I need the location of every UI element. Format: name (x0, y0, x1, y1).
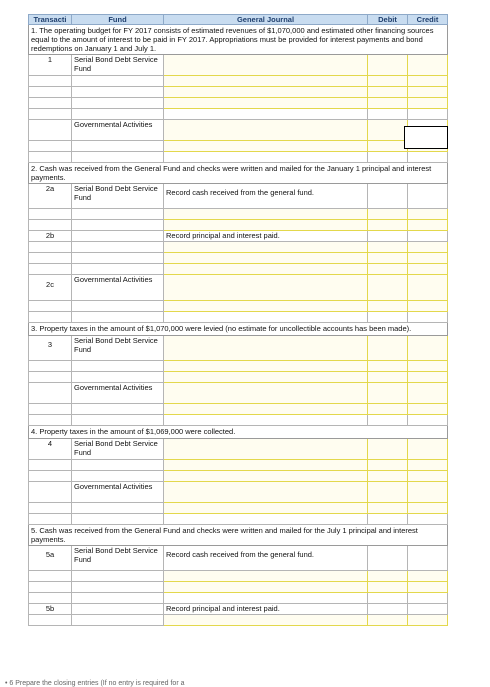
fund-label: Serial Bond Debt Service Fund (72, 546, 164, 571)
account-input[interactable] (164, 87, 368, 98)
fund-label: Governmental Activities (72, 275, 164, 301)
debit-input[interactable] (368, 404, 408, 415)
entry-note: Record cash received from the general fund. (164, 546, 368, 571)
credit-input[interactable] (408, 275, 448, 301)
debit-input[interactable] (368, 471, 408, 482)
transaction-number: 2c (29, 275, 72, 301)
header-credit: Credit (408, 15, 448, 25)
debit-input[interactable] (368, 220, 408, 231)
transaction-number: 5a (29, 546, 72, 571)
transaction-4-description: 4. Property taxes in the amount of $1,069,000 were collected. (29, 426, 448, 439)
transaction-number: 4 (29, 439, 72, 460)
header-general-journal: General Journal (164, 15, 368, 25)
transaction-number: 2b (29, 231, 72, 242)
credit-input[interactable] (408, 301, 448, 312)
account-input[interactable] (164, 383, 368, 404)
account-input[interactable] (164, 372, 368, 383)
account-input[interactable] (164, 571, 368, 582)
debit-input[interactable] (368, 482, 408, 503)
debit-input[interactable] (368, 503, 408, 514)
account-input[interactable] (164, 471, 368, 482)
credit-input[interactable] (408, 372, 448, 383)
fund-label: Governmental Activities (72, 383, 164, 404)
debit-input[interactable] (368, 372, 408, 383)
next-section-cutoff-text: • 6 Prepare the closing entries (If no entry is required for a (5, 680, 185, 687)
credit-input[interactable] (408, 471, 448, 482)
account-input[interactable] (164, 503, 368, 514)
credit-input[interactable] (408, 571, 448, 582)
account-input[interactable] (164, 120, 368, 141)
account-input[interactable] (164, 141, 368, 152)
debit-input[interactable] (368, 336, 408, 361)
fund-label: Serial Bond Debt Service Fund (72, 336, 164, 361)
account-input[interactable] (164, 98, 368, 109)
debit-input[interactable] (368, 582, 408, 593)
account-input[interactable] (164, 242, 368, 253)
transaction-2-description: 2. Cash was received from the General Fund and checks were written and mailed for the January 1 principal and interest payments. (29, 163, 448, 184)
entry-note: Record principal and interest paid. (164, 231, 368, 242)
credit-input[interactable] (408, 55, 448, 76)
account-input[interactable] (164, 336, 368, 361)
account-input[interactable] (164, 361, 368, 372)
credit-input[interactable] (408, 220, 448, 231)
account-input[interactable] (164, 301, 368, 312)
account-input[interactable] (164, 615, 368, 626)
credit-input[interactable] (408, 98, 448, 109)
credit-input[interactable] (408, 336, 448, 361)
debit-input[interactable] (368, 615, 408, 626)
transaction-number: 5b (29, 604, 72, 615)
debit-input[interactable] (368, 55, 408, 76)
debit-input[interactable] (368, 141, 408, 152)
debit-input[interactable] (368, 120, 408, 141)
fund-label: Serial Bond Debt Service Fund (72, 184, 164, 209)
account-input[interactable] (164, 76, 368, 87)
debit-input[interactable] (368, 439, 408, 460)
debit-input[interactable] (368, 383, 408, 404)
transaction-number: 1 (29, 55, 72, 76)
transaction-3-description: 3. Property taxes in the amount of $1,070,000 were levied (no estimate for uncollectible accounts has been made). (29, 323, 448, 336)
credit-input[interactable] (408, 615, 448, 626)
credit-input[interactable] (408, 383, 448, 404)
account-input[interactable] (164, 582, 368, 593)
credit-input[interactable] (408, 76, 448, 87)
credit-input[interactable] (408, 264, 448, 275)
account-input[interactable] (164, 55, 368, 76)
journal-table (28, 14, 448, 626)
journal-worksheet (28, 14, 447, 626)
debit-input[interactable] (368, 571, 408, 582)
entry-note: Record principal and interest paid. (164, 604, 368, 615)
credit-input[interactable] (408, 242, 448, 253)
debit-input[interactable] (368, 460, 408, 471)
debit-input[interactable] (368, 76, 408, 87)
credit-input[interactable] (408, 439, 448, 460)
debit-input[interactable] (368, 209, 408, 220)
credit-input[interactable] (408, 460, 448, 471)
account-input[interactable] (164, 482, 368, 503)
debit-input[interactable] (368, 253, 408, 264)
debit-input[interactable] (368, 242, 408, 253)
credit-input[interactable] (408, 503, 448, 514)
credit-input[interactable] (408, 361, 448, 372)
debit-input[interactable] (368, 264, 408, 275)
header-debit: Debit (368, 15, 408, 25)
account-input[interactable] (164, 209, 368, 220)
transaction-number: 2a (29, 184, 72, 209)
header-row (29, 15, 448, 25)
focused-cell-highlight[interactable] (404, 126, 448, 149)
account-input[interactable] (164, 275, 368, 301)
debit-input[interactable] (368, 361, 408, 372)
credit-input[interactable] (408, 582, 448, 593)
account-input[interactable] (164, 439, 368, 460)
debit-input[interactable] (368, 98, 408, 109)
fund-label: Serial Bond Debt Service Fund (72, 55, 164, 76)
credit-input[interactable] (408, 87, 448, 98)
header-fund: Fund (72, 15, 164, 25)
transaction-number: 3 (29, 336, 72, 361)
debit-input[interactable] (368, 275, 408, 301)
debit-input[interactable] (368, 87, 408, 98)
account-input[interactable] (164, 264, 368, 275)
debit-input[interactable] (368, 301, 408, 312)
credit-input[interactable] (408, 482, 448, 503)
credit-input[interactable] (408, 404, 448, 415)
entry-note: Record cash received from the general fund. (164, 184, 368, 209)
fund-label: Serial Bond Debt Service Fund (72, 439, 164, 460)
account-input[interactable] (164, 220, 368, 231)
transaction-1-description: 1. The operating budget for FY 2017 consists of estimated revenues of $1,070,000 and estimated other financing sources equal to the amount of interest to be paid in FY 2017. Appropriations must be provided for interest payments and bond redemptions on January 1 and July 1. (29, 25, 448, 55)
credit-input[interactable] (408, 209, 448, 220)
fund-label: Governmental Activities (72, 120, 164, 141)
account-input[interactable] (164, 404, 368, 415)
account-input[interactable] (164, 253, 368, 264)
fund-label: Governmental Activities (72, 482, 164, 503)
account-input[interactable] (164, 460, 368, 471)
transaction-5-description: 5. Cash was received from the General Fund and checks were written and mailed for the July 1 principal and interest payments. (29, 525, 448, 546)
credit-input[interactable] (408, 253, 448, 264)
header-transaction: Transacti (29, 15, 72, 25)
